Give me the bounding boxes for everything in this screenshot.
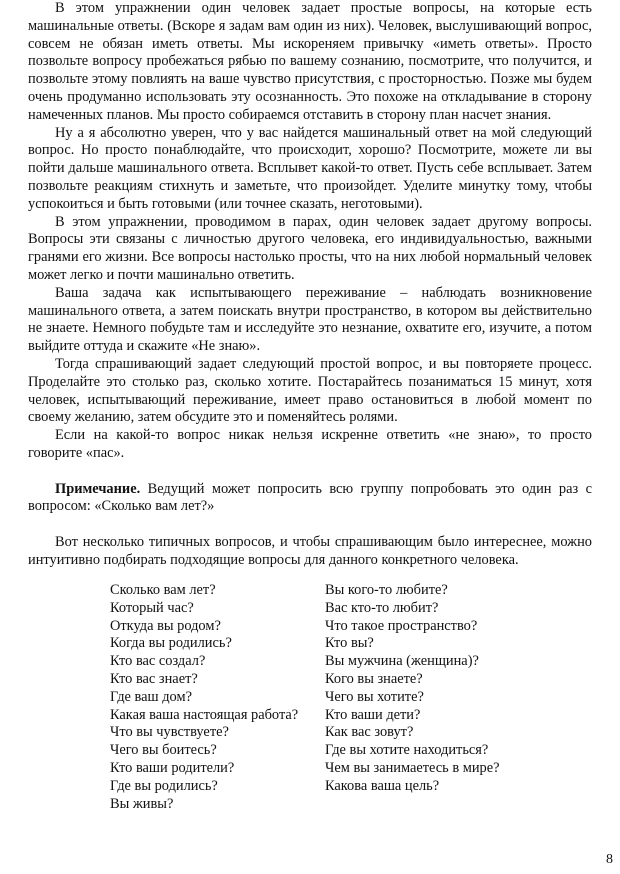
question-item: Кто вы? [325,635,374,652]
note-text: Ведущий может попросить всю группу попробовать это один раз с вопросом: «Сколько вам лет?» [28,480,592,515]
note-label: Примечание. [55,480,141,497]
question-item: Вы живы? [110,795,174,812]
question-item: Чего вы боитесь? [110,742,217,759]
question-item: Какова ваша цель? [325,777,440,794]
intro-paragraph: Вот несколько типичных вопросов, и чтобы спрашивающим было интереснее, можно интуитивно подбирать подходящие вопросы для данного конкретного человека. [28,533,592,568]
question-item: Кто вас создал? [110,653,206,670]
paragraph-2: Ну а я абсолютно уверен, что у вас найдется машинальный ответ на мой следующий вопрос. Но просто понаблюдайте, что происходит, хорошо? Посмотрите, можете ли вы пойти дальше машинального ответа. Всплывет какой-то ответ. Пусть себе всплывает. Затем позвольте реакциям стихнуть и заметьте, что произойдет. Уделите минутку тому, чтобы успокоиться и быть готовыми (или точнее сказать, неготовыми). [28,124,592,212]
question-item: Где ваш дом? [110,688,192,705]
question-item: Где вы хотите находиться? [325,742,489,759]
paragraph-6: Если на какой-то вопрос никак нельзя искренне ответить «не знаю», то просто говорите «пас». [28,427,592,461]
question-item: Какая ваша настоящая работа? [110,706,299,723]
question-item: Кто вас знает? [110,670,198,687]
question-item: Который час? [110,599,194,616]
paragraph-4: Ваша задача как испытывающего переживание – наблюдать возникновение машинального ответа, а затем поискать внутри пространство, в котором вы действительно не знаете. Немного побудьте там и исследуйте это незнание, охватите его, изучите, а потом выйдите оттуда и скажите «Не знаю». [28,284,592,355]
paragraph-3: В этом упражнении, проводимом в парах, один человек задает другому вопросы. Вопросы эти связаны с личностью другого человека, его индивидуальностью, важными гранями его жизни. Все вопросы настолько просты, что на них любой нормальный человек может легко и почти машинально ответить. [28,213,592,283]
question-item: Когда вы родились? [110,635,232,652]
question-item: Вы мужчина (женщина)? [325,653,479,670]
question-item: Сколько вам лет? [110,582,216,598]
question-item: Откуда вы родом? [110,617,221,634]
page-body [28,0,592,570]
note-paragraph [28,481,592,517]
question-item: Как вас зовут? [325,724,414,741]
question-item: Кого вы знаете? [325,670,423,687]
questions-left-column [110,582,298,813]
paragraph-5: Тогда спрашивающий задает следующий простой вопрос, и вы повторяете процесс. Проделайте это столько раз, сколько хотите. Постарайтесь позаниматься 15 минут, хотя человек, испытывающий переживание, имеет право остановиться в любой момент по своему желанию, затем обсудите это и поменяйтесь ролями. [28,355,592,426]
question-item: Что такое пространство? [325,617,478,634]
question-item: Где вы родились? [110,777,218,794]
question-item: Чем вы занимаетесь в мире? [325,759,500,776]
question-item: Что вы чувствуете? [110,724,229,741]
question-item: Кто ваши родители? [110,759,235,776]
page-number: 8 [606,852,613,867]
question-item: Вы кого-то любите? [325,582,448,598]
questions-right-column [325,582,500,796]
question-item: Кто ваши дети? [325,706,421,723]
paragraph-1: В этом упражнении один человек задает простые вопросы, на которые есть машинальные ответы. (Вскоре я задам вам один из них). Человек, выслушивающий вопрос, совсем не обязан иметь ответы. Мы искореняем привычку «иметь ответы». Просто позвольте вопросу пробежаться рябью по вашему сознанию, посмотрите, что получится, и позвольте этому повлиять на ваше чувство присутствия, с просторностью. Позже мы будем очень продуманно использовать эту осознанность. Это похоже на откладывание в сторону намеченных планов. Мы просто собираемся отставить в сторону план насчет знания. [28,0,592,123]
question-item: Чего вы хотите? [325,688,424,705]
question-item: Вас кто-то любит? [325,599,439,616]
